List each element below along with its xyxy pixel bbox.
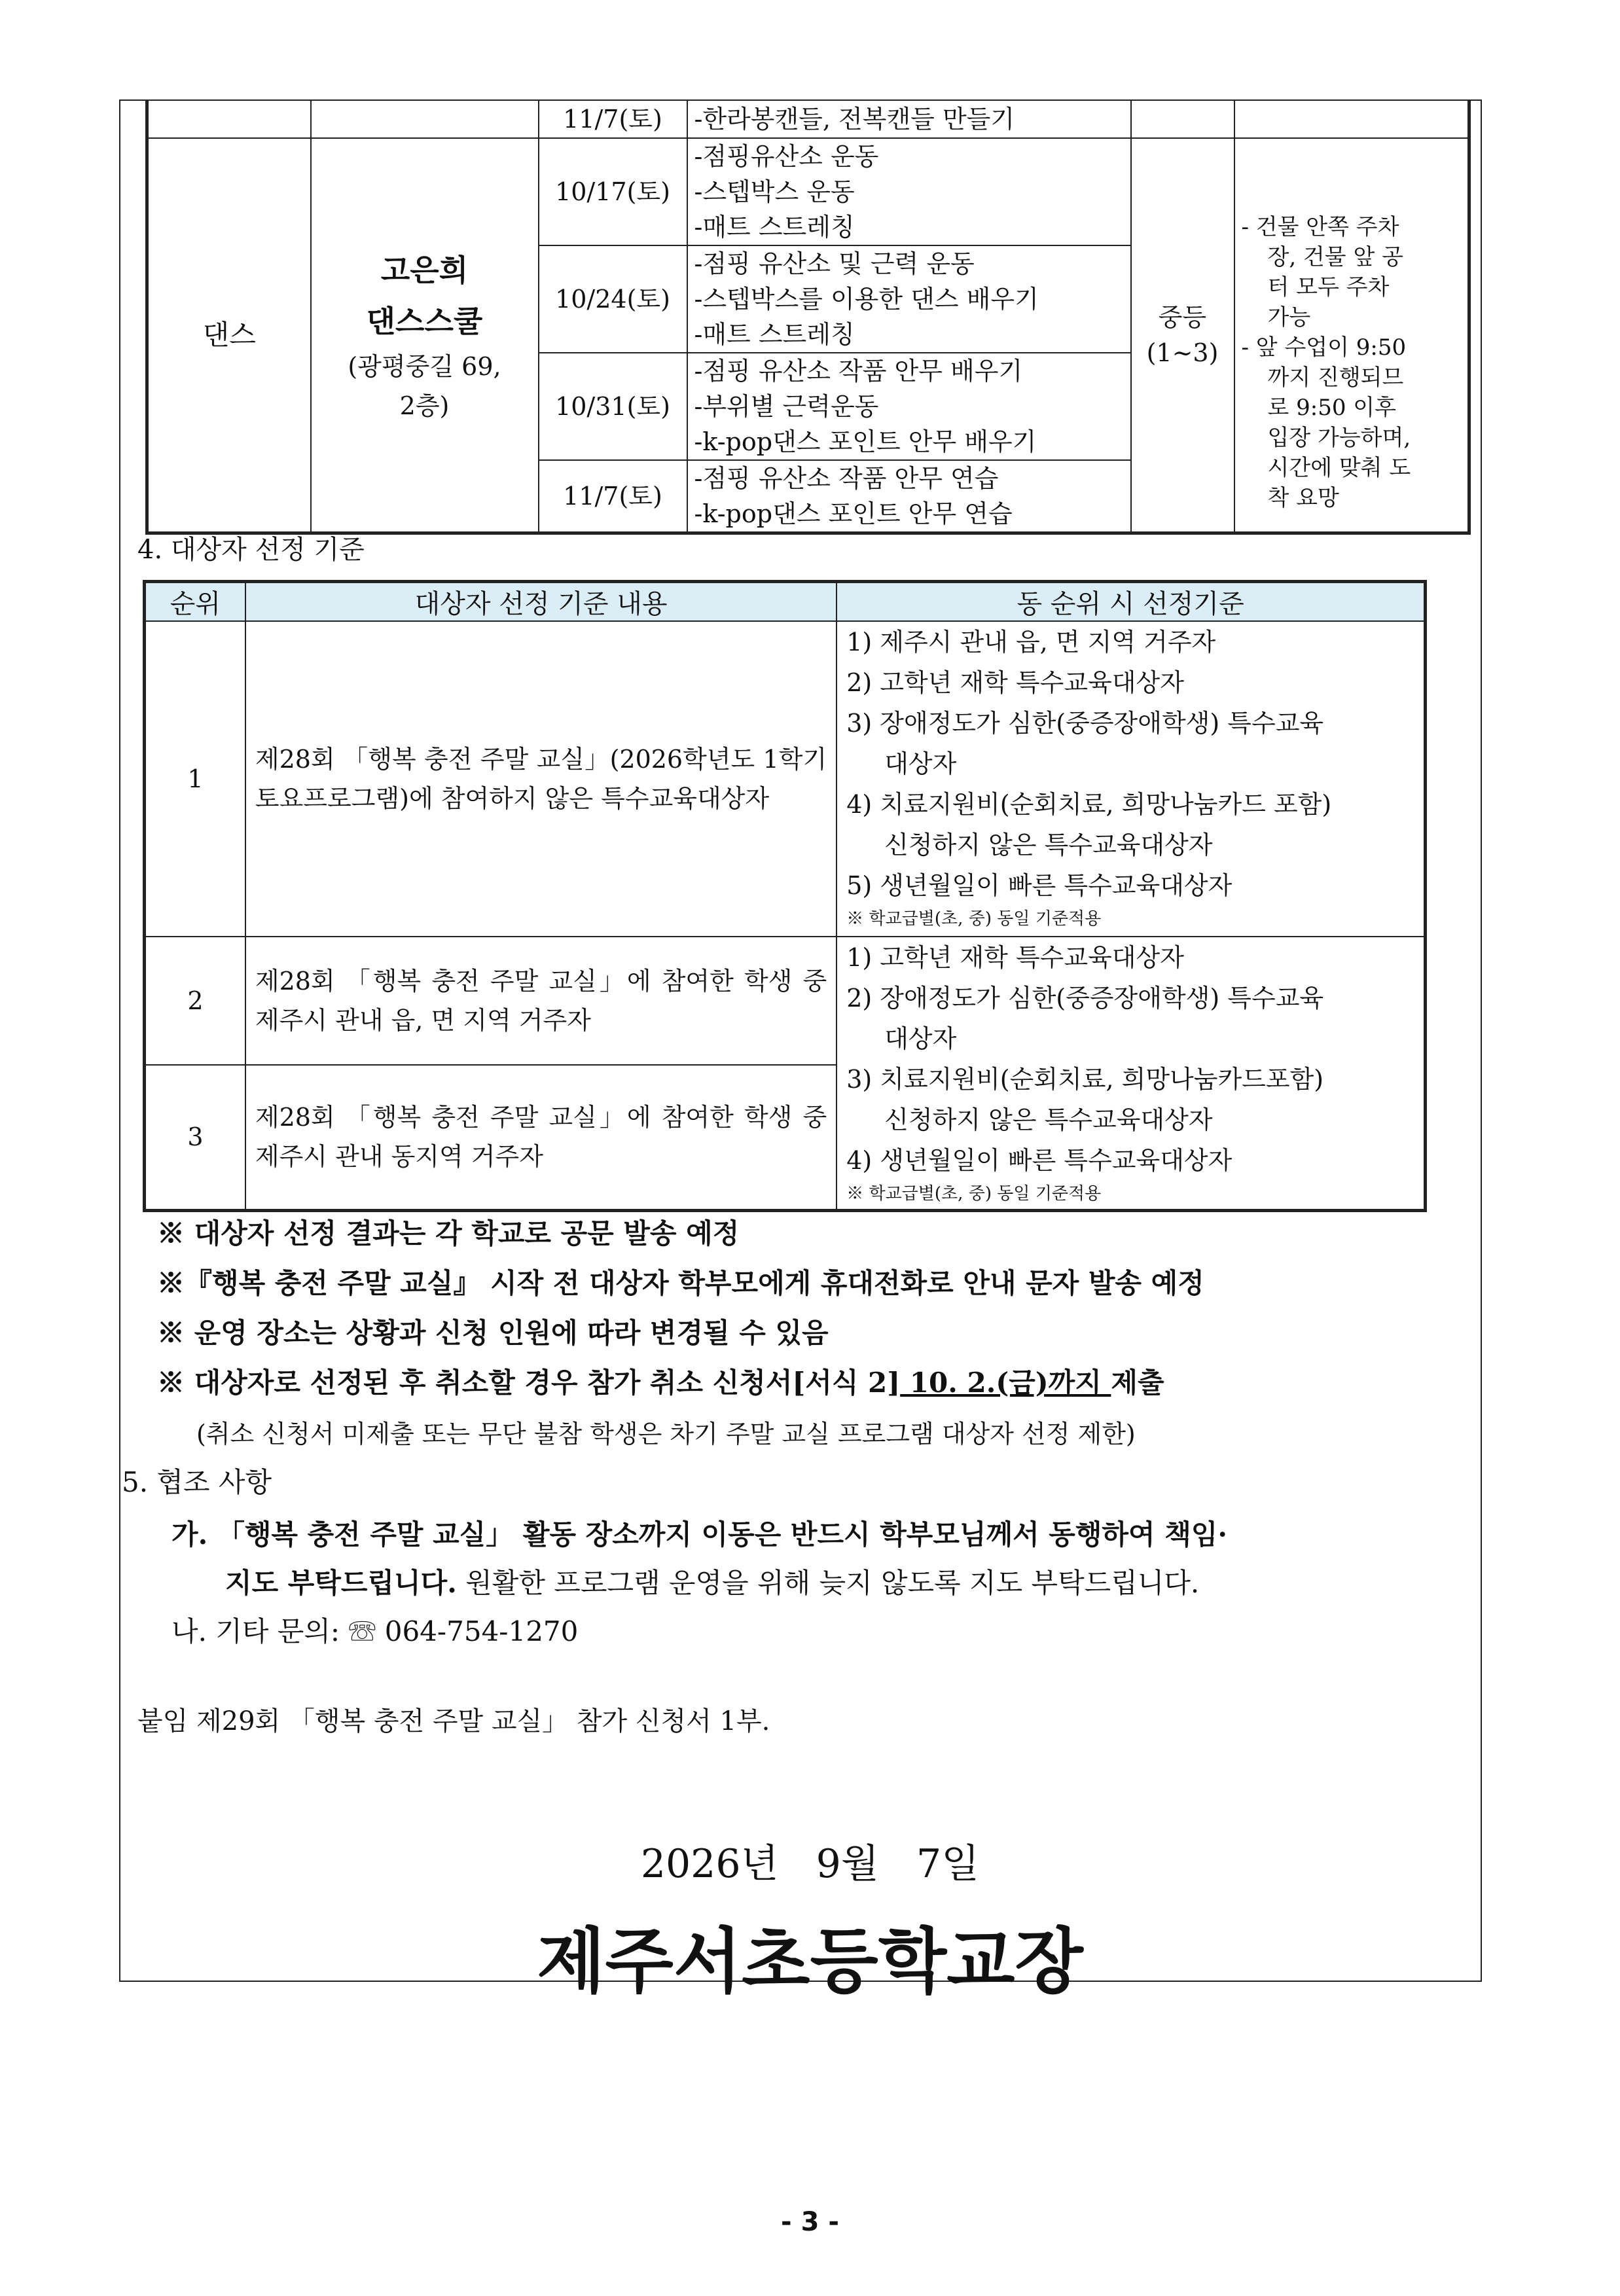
criteria-cell: 제28회 「행복 충전 주말 교실」(2026학년도 1학기 토요프로그램)에 참여하지 않은 특수교육대상자 [245,621,837,937]
rank-cell: 3 [145,1065,245,1210]
session-items: -한라봉캔들, 전복캔들 만들기 [687,100,1131,138]
notice-3: ※ 운영 장소는 상황과 신청 인원에 따라 변경될 수 있음 [157,1317,829,1349]
studio-name: 댄스스쿨 [366,304,483,339]
contact-line: 나. 기타 문의: ☏ 064-754-1270 [171,1615,579,1647]
session-date: 11/7(토) [539,100,687,138]
tiebreak-note: ※ 학교급별(초, 중) 동일 기준적용 [846,909,1102,929]
session-items: -점핑유산소 운동 -스텝박스 운동 -매트 스트레칭 [687,138,1131,245]
header-criteria: 대상자 선정 기준 내용 [245,582,837,622]
section-5-title: 5. 협조 사항 [122,1466,272,1498]
table-row [145,937,1426,1065]
document-date: 2026년 9월 7일 [640,1841,980,1887]
notes-cell: - 건물 안쪽 주차 장, 건물 앞 공 터 모두 주차 가능 - 앞 수업이 9:50 까지 진행되므 로 9:50 이후 입장 가능하며, 시간에 맞춰 도 착 요망 [1234,138,1469,533]
table-row [147,138,1469,245]
studio-name: 고은희 [380,253,469,288]
studio-address: (광평중길 69, [348,352,501,381]
cooperation-ga-cont: 지도 부탁드립니다. 원활한 프로그램 운영을 위해 늦지 않도록 지도 부탁드립니다. [225,1567,1200,1599]
notice-1: ※ 대상자 선정 결과는 각 학교로 공문 발송 예정 [157,1217,740,1249]
attachment: 붙임 제29회 「행복 충전 주말 교실」 참가 신청서 1부. [137,1706,770,1736]
section-4-title: 4. 대상자 선정 기준 [137,535,365,565]
session-items: -점핑 유산소 및 근력 운동 -스텝박스를 이용한 댄스 배우기 -매트 스트레칭 [687,245,1131,353]
session-date: 11/7(토) [539,460,687,533]
header-rank: 순위 [145,582,245,622]
criteria-cell: 제28회 「행복 충전 주말 교실」에 참여한 학생 중 제주시 관내 동지역 거주자 [245,1065,837,1210]
header-tiebreak: 동 순위 시 선정기준 [837,582,1425,622]
notice-4: ※ 대상자로 선정된 후 취소할 경우 참가 취소 신청서[서식 2] 10. 2.(금)까지 제출 [157,1367,1164,1399]
page-number: - 3 - [781,2207,839,2237]
session-date: 10/31(토) [539,353,687,460]
table-header-row [145,582,1426,622]
category-cell: 댄스 [147,138,311,533]
session-items: -점핑 유산소 작품 안무 배우기 -부위별 근력운동 -k-pop댄스 포인트 안무 배우기 [687,353,1131,460]
program-table [145,99,1471,535]
criteria-cell: 제28회 「행복 충전 주말 교실」에 참여한 학생 중 제주시 관내 읍, 면 지역 거주자 [245,937,837,1065]
table-row [147,100,1469,138]
studio-address: 2층) [399,391,450,420]
tiebreak-cell: 1) 제주시 관내 읍, 면 지역 거주자 2) 고학년 재학 특수교육대상자 3) 장애정도가 심한(중증장애학생) 특수교육 대상자 4) 치료지원비(순회치료, 희망나눔카드 포함) 신청하지 않은 특수교육대상자 5) 생년월일이 빠른 특수교육대상자 ※ 학교급별(초, 중) 동일 기준적용 [837,621,1425,937]
deadline: 10. 2.(금)까지 [900,1367,1111,1399]
session-date: 10/17(토) [539,138,687,245]
tiebreak-note: ※ 학교급별(초, 중) 동일 기준적용 [846,1184,1102,1204]
criteria-table [143,580,1427,1212]
rank-cell: 1 [145,621,245,937]
school-signature: 제주서초등학교장 [537,1921,1083,2003]
notice-5: (취소 신청서 미제출 또는 무단 불참 학생은 차기 주말 교실 프로그램 대상자 선정 제한) [196,1420,1136,1448]
studio-cell [311,138,539,533]
tiebreak-cell: 1) 고학년 재학 특수교육대상자 2) 장애정도가 심한(중증장애학생) 특수교육 대상자 3) 치료지원비(순회치료, 희망나눔카드포함) 신청하지 않은 특수교육대상자 4) 생년월일이 빠른 특수교육대상자 ※ 학교급별(초, 중) 동일 기준적용 [837,937,1425,1210]
session-date: 10/24(토) [539,245,687,353]
session-items: -점핑 유산소 작품 안무 연습 -k-pop댄스 포인트 안무 연습 [687,460,1131,533]
rank-cell: 2 [145,937,245,1065]
table-row [145,621,1426,937]
notice-2: ※『행복 충전 주말 교실』 시작 전 대상자 학부모에게 휴대전화로 안내 문자 발송 예정 [157,1267,1204,1299]
level-cell: 중등 (1~3) [1131,138,1234,533]
cooperation-ga: 가. 「행복 충전 주말 교실」 활동 장소까지 이동은 반드시 학부모님께서 동행하여 책임· [171,1518,1227,1551]
